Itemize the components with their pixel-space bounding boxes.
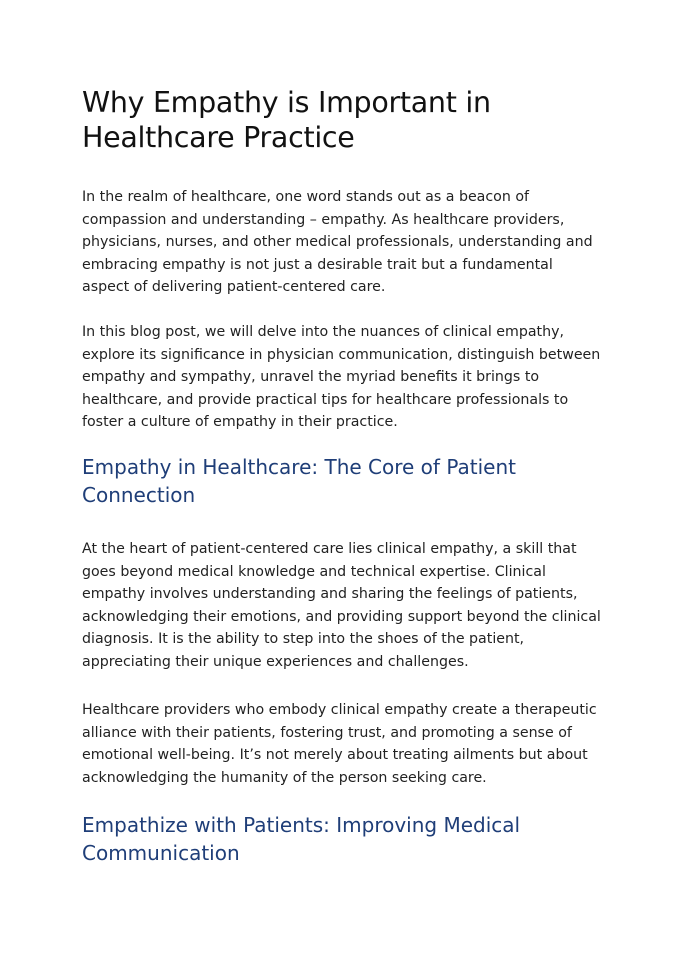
section-paragraph: At the heart of patient-centered care lies clinical empathy, a skill that goes beyond medical knowledge and technical expertise. Clinical empathy involves understanding and sharing the feelings of patients, acknowledging their emotions, and providing support beyond the clinical diagnosis. It is the ability to step into the shoes of the patient, appreciating their unique experiences and challenges. [82, 541, 601, 670]
section-heading: Empathy in Healthcare: The Core of Patient Connection [82, 455, 516, 507]
section-paragraph: Healthcare providers who embody clinical empathy create a therapeutic alliance with their patients, fostering trust, and promoting a sense of emotional well-being. It’s not merely about treating ailments but about acknowledging the humanity of the person seeking care. [82, 702, 597, 786]
section-heading: Empathize with Patients: Improving Medical Communication [82, 813, 521, 865]
article-title: Why Empathy is Important in Healthcare Practice [82, 86, 491, 154]
intro-paragraph: In the realm of healthcare, one word stands out as a beacon of compassion and understanding – empathy. As healthcare providers, physicians, nurses, and other medical professionals, understanding and embracing empathy is not just a desirable trait but a fundamental aspect of delivering patient-centered care. [82, 189, 593, 295]
intro-paragraph: In this blog post, we will delve into the nuances of clinical empathy, explore its significance in physician communication, distinguish between empathy and sympathy, unravel the myriad benefits it brings to healthcare, and provide practical tips for healthcare professionals to foster a culture of empathy in their practice. [82, 324, 601, 430]
